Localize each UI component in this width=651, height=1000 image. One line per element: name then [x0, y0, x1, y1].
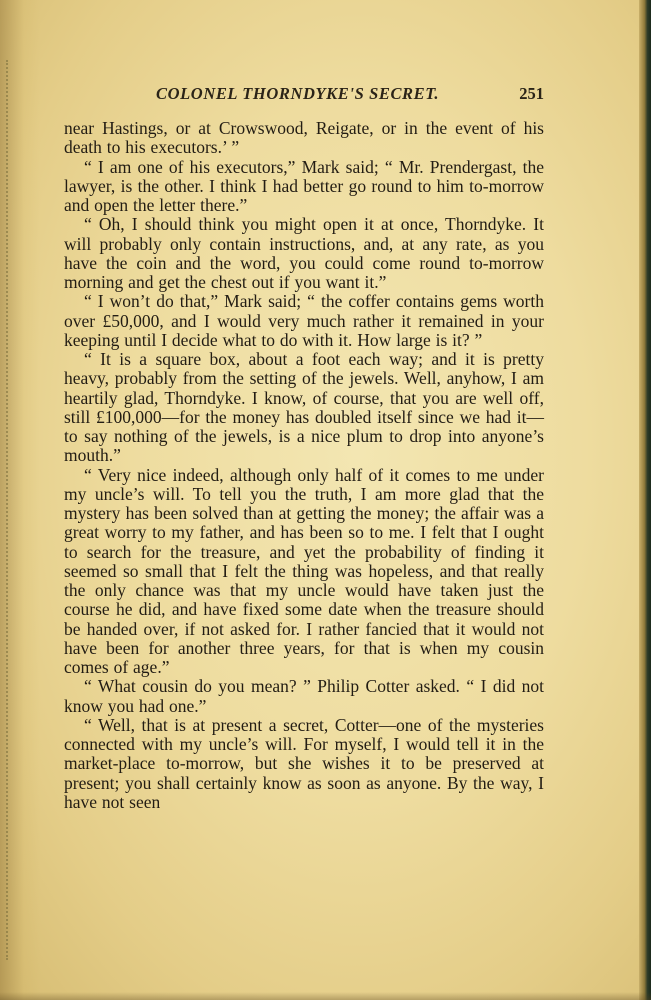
paragraph: “ I won’t do that,” Mark said; “ the coffer contains gems worth over £50,000, and I would very much rather it remained in your keeping until I decide what to do with it. How large is it? ”	[64, 291, 544, 350]
paragraph: “ It is a square box, about a foot each way; and it is pretty heavy, probably from the setting of the jewels. Well, anyhow, I am heartily glad, Thorndyke. I know, of course, that you are well off, still £100,000—for the money has doubled itself since we had it—to say nothing of the jewels, is a nice plum to drop into anyone’s mouth.”	[64, 349, 544, 466]
paragraph: “ Oh, I should think you might open it at once, Thorndyke. It will probably only contain instructions, and, at any rate, as you have the coin and the word, you could come round to-morrow morning and get the chest out if you want it.”	[64, 214, 544, 292]
paragraph: “ What cousin do you mean? ” Philip Cotter asked. “ I did not know you had one.”	[64, 676, 544, 716]
page-header	[64, 84, 544, 110]
paragraph: “ Very nice indeed, although only half of it comes to me under my uncle’s will. To tell you the truth, I am more glad that the mystery has been solved than at getting the money; the affair was a great worry to my father, and has been so to me. I felt that I ought to search for the treasure, and yet the probability of finding it seemed so small that I felt the thing was hopeless, and that really the only chance was that my uncle would have taken just the course he did, and have fixed some date when the treasure should be handed over, if not asked for. I rather fancied that it would not have been for another three years, for that is when my cousin comes of age.”	[64, 464, 544, 677]
page-bottom-edge	[0, 992, 651, 1000]
paragraph: “ Well, that is at present a secret, Cotter—one of the mysteries connected with my uncle’s will. For myself, I would tell it in the market-place to-morrow, but she wishes it to be preserved at present; you shall certainly know as soon as anyone. By the way, I have not seen	[64, 714, 544, 812]
paragraph: “ I am one of his executors,” Mark said; “ Mr. Prendergast, the lawyer, is the other. I think I had better go round to him to-morrow and open the letter there.”	[64, 156, 544, 215]
running-head: COLONEL THORNDYKE'S SECRET.	[156, 84, 440, 103]
book-cover-edge	[639, 0, 651, 1000]
margin-marks	[6, 60, 12, 960]
paragraph: near Hastings, or at Crowswood, Reigate, or in the event of his death to his executors.’ ”	[64, 118, 544, 158]
body-text	[64, 119, 544, 812]
page-number: 251	[519, 84, 544, 103]
